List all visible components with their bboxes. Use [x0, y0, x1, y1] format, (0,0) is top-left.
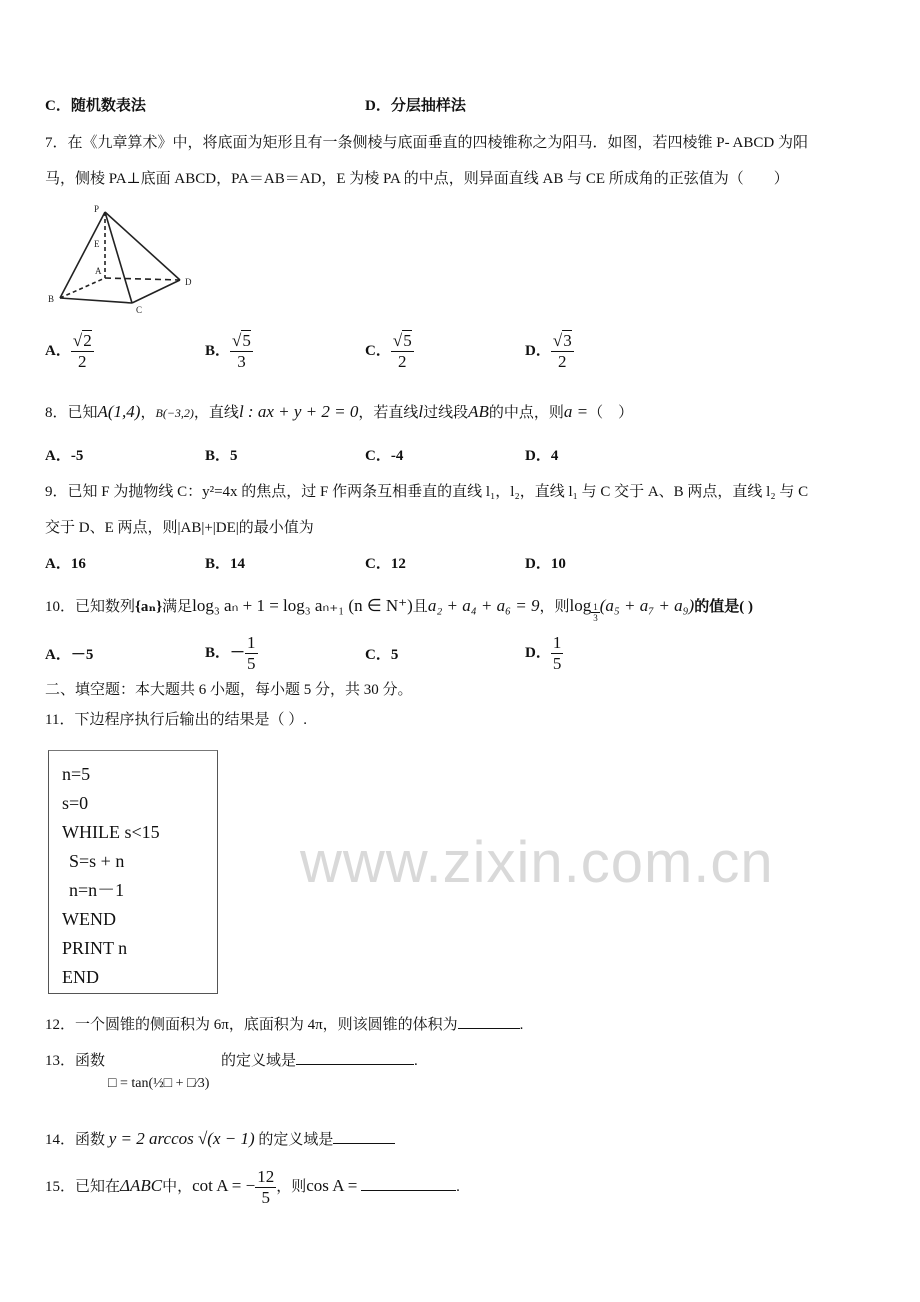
q7-option-c: C． $\frac{√5}{2}$	[365, 331, 412, 371]
q8-option-a: A．-5	[45, 448, 84, 464]
answer-blank[interactable]	[361, 1174, 456, 1191]
code-line: n=n－1	[69, 880, 125, 900]
code-line: WEND	[62, 909, 116, 929]
q9-line2: 交于 D、E 两点，则|AB|+|DE|的最小值为	[45, 520, 314, 536]
q10-option-d: D． $\frac{1}{5}$	[525, 633, 562, 673]
code-line: END	[62, 967, 99, 987]
q9-option-b: B．14	[205, 556, 246, 572]
code-line: PRINT n	[62, 938, 128, 958]
q7-option-d: D． $\frac{√3}{2}$	[525, 331, 572, 371]
answer-blank[interactable]	[458, 1012, 520, 1029]
q7-line1: 7．在《九章算术》中，将底面为矩形且有一条侧棱与底面垂直的四棱锥称之为阳马．如图，若四棱锥 P- ABCD 为阳	[45, 135, 808, 151]
q8-option-d: D．4	[525, 448, 559, 464]
q10-option-a: A．－5	[45, 647, 94, 663]
q9-option-c: C．12	[365, 556, 406, 572]
q11-code-box	[48, 750, 218, 994]
code-line: WHILE s<15	[62, 822, 160, 842]
q9-option-d: D．10	[525, 556, 566, 572]
q11-stem: 11．下边程序执行后输出的结果是（ ）.	[45, 712, 307, 728]
q12-stem: 12．一个圆锥的侧面积为 6π，底面积为 4π，则该圆锥的体积为 .	[45, 1012, 523, 1035]
answer-blank[interactable]	[333, 1127, 395, 1144]
q10-option-c: C．5	[365, 647, 399, 663]
q7-option-a: A． $\frac{√2}{2}$	[45, 331, 92, 371]
q6-option-c: C．随机数表法	[45, 98, 146, 114]
code-line: n=5	[62, 764, 91, 784]
q13-stem: 13．函数 的定义域是 .	[45, 1048, 418, 1071]
q8-option-b: B．5	[205, 448, 238, 464]
q14-stem: 14．函数 y = 2 arccos √(x − 1) 的定义域是	[45, 1127, 395, 1150]
section-2-header: 二、填空题：本大题共 6 小题，每小题 5 分，共 30 分。	[45, 682, 413, 698]
answer-blank[interactable]	[296, 1048, 414, 1065]
label-c: C	[136, 305, 143, 315]
code-line: S=s + n	[69, 851, 125, 871]
q13-formula: □ = tan(½□ + □⁄3)	[108, 1076, 210, 1091]
label-e: E	[94, 239, 100, 249]
q8-option-c: C．-4	[365, 448, 404, 464]
label-a: A	[95, 266, 102, 276]
watermark: www.zixin.com.cn	[300, 830, 774, 895]
q9-line1: 9．已知 F 为抛物线 C：y²=4x 的焦点，过 F 作两条互相垂直的直线 l₁，l₂，直线 l₁ 与 C 交于 A、B 两点，直线 l₂ 与 C	[45, 484, 809, 500]
q8-stem: 8．已知A(1,4)，B(−3,2)，直线l : ax + y + 2 = 0，若直线l过线段AB的中点，则a =（ ）	[45, 402, 634, 421]
q10-stem: 10．已知数列{aₙ}满足log₃ aₙ + 1 = log₃ aₙ₊₁ (n ∈ N⁺)且a₂ + a₄ + a₆ = 9，则log $\frac{1}{3}$ (a₅ + a₇ + a₉)的值是( )	[45, 596, 753, 623]
q9-option-a: A．16	[45, 556, 86, 572]
label-p: P	[94, 204, 100, 214]
label-b: B	[48, 294, 55, 304]
q15-stem: 15．已知在ΔABC中，cot A = − $\frac{12}{5}$ ，则cos A = .	[45, 1167, 460, 1208]
pyramid-figure	[40, 200, 200, 320]
q7-line2: 马，侧棱 PA⊥底面 ABCD，PA＝AB＝AD，E 为棱 PA 的中点，则异面直线 AB 与 CE 所成角的正弦值为（ ）	[45, 171, 789, 187]
q6-option-d: D．分层抽样法	[365, 98, 466, 114]
q10-option-b: B．－ $\frac{1}{5}$	[205, 633, 256, 673]
label-d: D	[185, 277, 192, 287]
code-line: s=0	[62, 793, 89, 813]
q7-option-b: B． $\frac{√5}{3}$	[205, 331, 251, 371]
